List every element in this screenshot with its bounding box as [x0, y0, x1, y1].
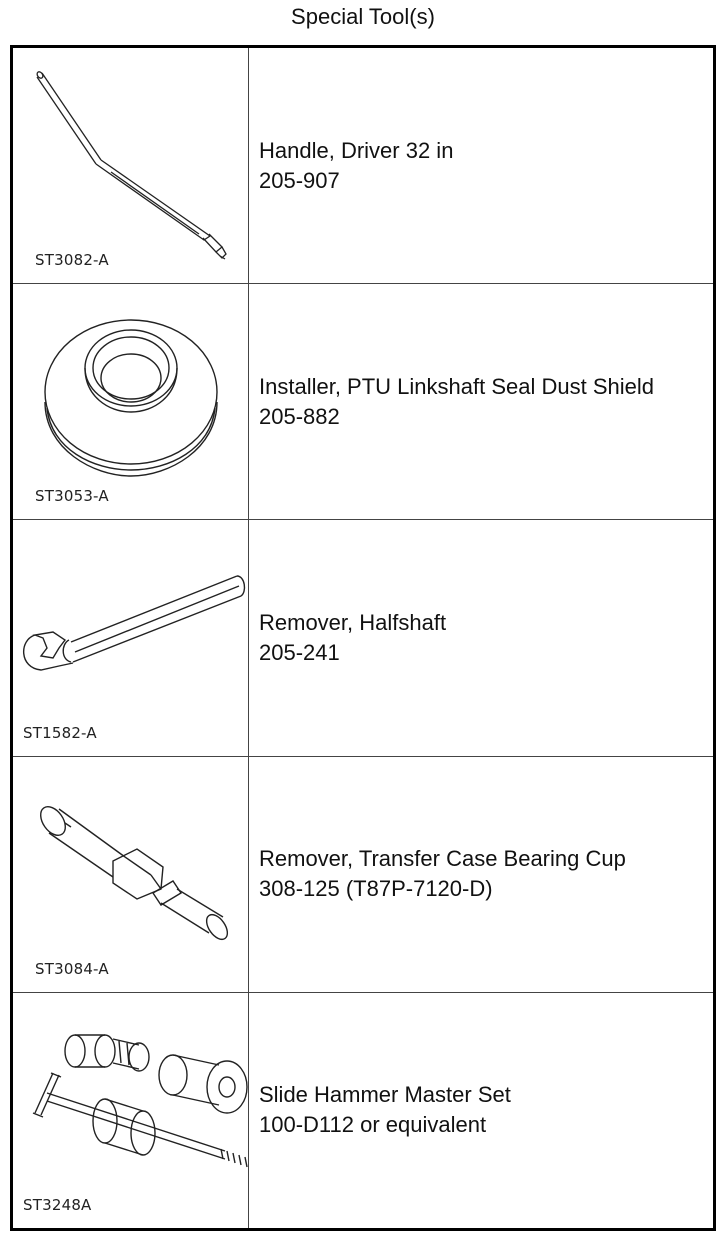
table-row: [13, 48, 713, 284]
table-row: [13, 284, 713, 520]
special-tools-table: [10, 45, 716, 1231]
tool-code: ST3248A: [23, 1196, 92, 1215]
tool-image-cell: [13, 48, 249, 283]
tool-code: ST3084-A: [35, 959, 109, 978]
table-row: [13, 520, 713, 756]
tool-number: 205-907: [259, 167, 340, 193]
tool-name: Remover, Transfer Case Bearing Cup: [259, 846, 626, 872]
tool-number: 205-241: [259, 640, 340, 665]
tool-description: [249, 284, 713, 519]
tool-number: 308-125 (T87P-7120-D): [259, 876, 493, 902]
tool-image-cell: [13, 520, 249, 755]
tool-image-cell: [13, 757, 249, 992]
tool-code: ST3053-A: [35, 487, 109, 506]
tool-description: [249, 48, 713, 283]
tool-description: [249, 757, 713, 992]
tool-code: ST1582-A: [23, 723, 97, 742]
page-title: Special Tool(s): [291, 4, 435, 29]
bearing-cup-remover-icon: [13, 757, 248, 992]
table-row: [13, 993, 713, 1228]
tool-name: Remover, Halfshaft: [259, 610, 447, 635]
slide-hammer-icon: [13, 993, 248, 1228]
tool-code: ST3082-A: [35, 251, 109, 270]
driver-handle-icon: [13, 48, 248, 283]
tool-number: 205-882: [259, 403, 340, 429]
table-row: [13, 757, 713, 993]
seal-installer-icon: [13, 284, 248, 519]
tool-description: [249, 993, 713, 1228]
tool-name: Handle, Driver 32 in: [259, 137, 454, 163]
halfshaft-remover-icon: [13, 520, 248, 755]
tool-name: Slide Hammer Master Set: [259, 1082, 511, 1108]
tool-number: 100-D112 or equivalent: [259, 1112, 487, 1138]
tool-image-cell: [13, 284, 249, 519]
tool-image-cell: [13, 993, 249, 1228]
tool-name: Installer, PTU Linkshaft Seal Dust Shield: [259, 373, 654, 399]
tool-description: [249, 520, 713, 755]
